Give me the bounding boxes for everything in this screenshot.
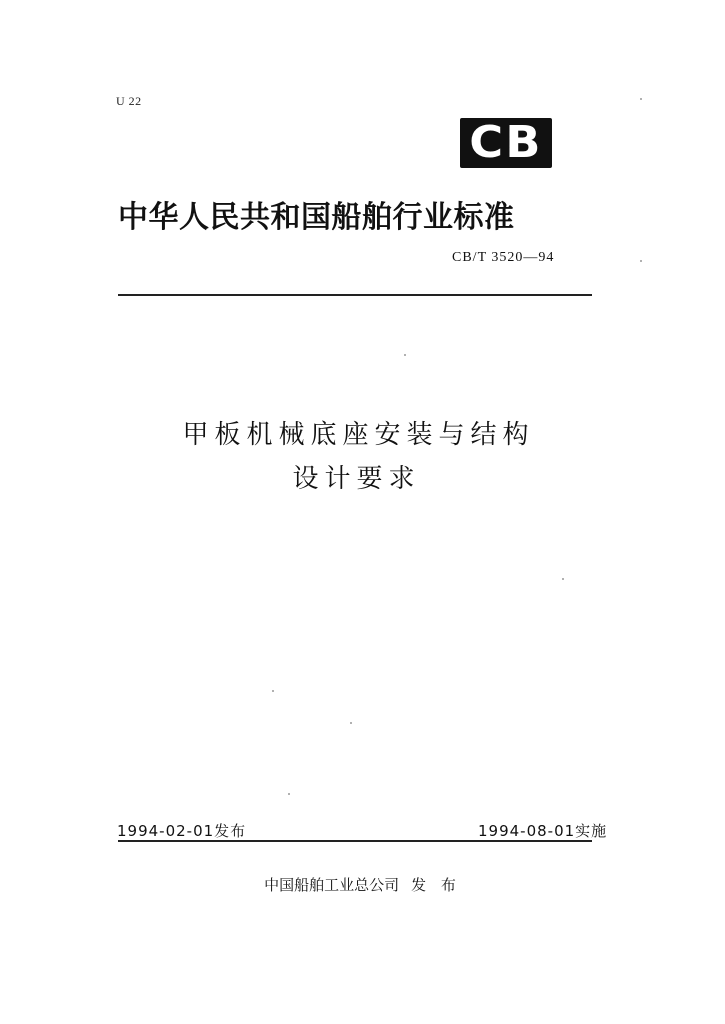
scan-speck: [404, 354, 406, 356]
standard-number: CB/T 3520—94: [452, 250, 555, 265]
document-title-line-1: 甲板机械底座安装与结构: [182, 420, 535, 450]
effective-date: 1994-08-01实施: [478, 822, 608, 840]
top-divider: [118, 294, 592, 296]
scan-speck: [272, 690, 274, 692]
scan-speck: [640, 98, 642, 100]
publisher-line: [0, 874, 725, 895]
cb-logo-text: CB: [469, 117, 543, 168]
industry-standard-heading: 中华人民共和国船舶行业标准: [118, 200, 515, 235]
publisher-name: 中国船舶工业总公司: [264, 876, 400, 894]
publish-action: 发 布: [411, 876, 461, 894]
scan-speck: [562, 578, 564, 580]
scan-speck: [288, 793, 290, 795]
scan-speck: [350, 722, 352, 724]
classification-code: U 22: [116, 94, 142, 108]
scan-speck: [640, 260, 642, 262]
bottom-divider: [118, 840, 592, 842]
issue-date: 1994-02-01发布: [117, 822, 247, 840]
cb-logo: [460, 118, 552, 168]
document-title-line-2: 设计要求: [292, 464, 421, 494]
